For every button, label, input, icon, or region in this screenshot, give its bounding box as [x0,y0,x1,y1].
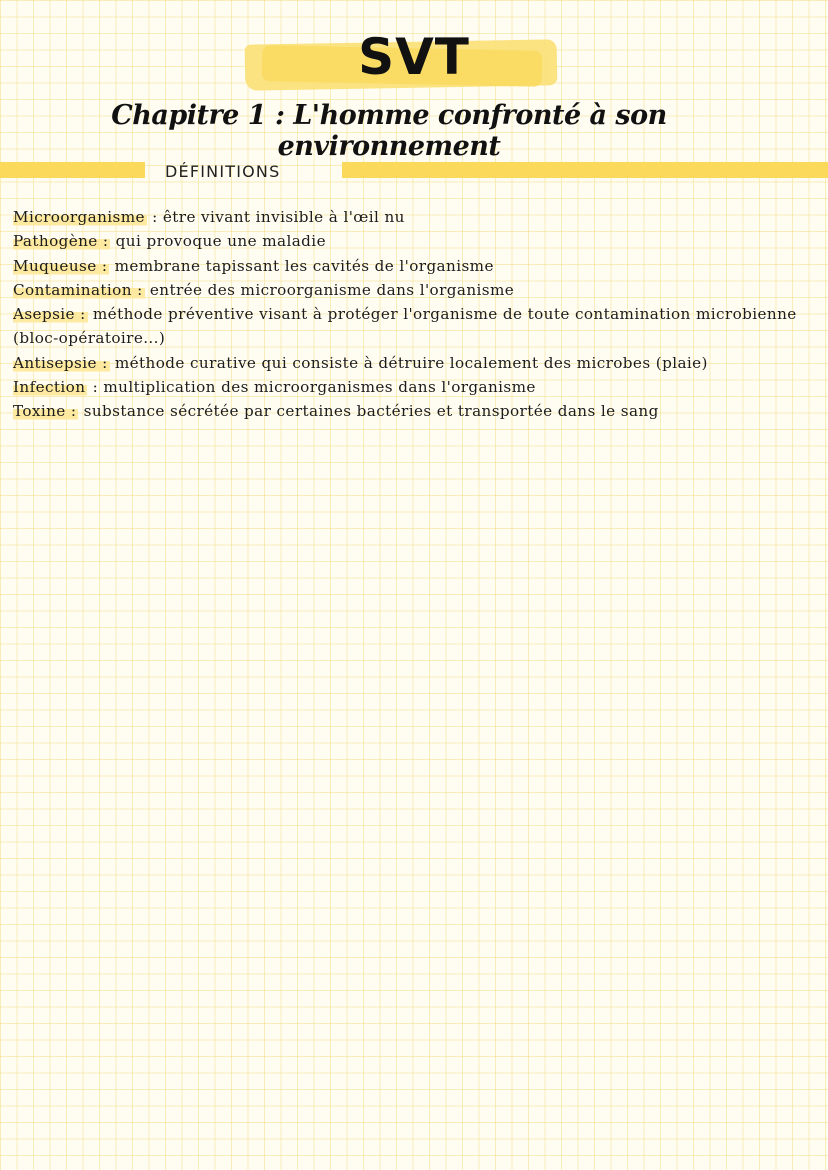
definition-term: Asepsie : [13,305,86,324]
title-block [0,0,828,100]
section-bar-left [0,162,145,178]
definition-text: qui provoque une maladie [110,232,326,251]
definition-item [13,302,819,351]
definition-text: substance sécrétée par certaines bactéries et transportée dans le sang [78,402,659,421]
definition-term: Infection [13,378,86,397]
definition-term: Toxine : [13,402,77,421]
definition-text: méthode curative qui consiste à détruire localement des microbes (plaie) [109,353,708,372]
definition-term: Contamination : [13,280,143,299]
definitions-list [13,205,819,424]
definition-term: Pathogène : [13,232,109,251]
chapter-title: Chapitre 1 : L'homme confronté à son environnement [111,100,667,162]
definition-text: méthode préventive visant à protéger l'organisme de toute contamination microbienne (bloc-opératoire...) [13,305,797,348]
section-bar-right [342,162,828,178]
definition-text: : multiplication des microorganismes dans l'organisme [87,378,536,397]
definition-text: : être vivant invisible à l'œil nu [146,208,405,226]
definition-term: Antisepsie : [13,353,108,372]
definition-term: Microorganisme [13,208,145,226]
section-title: DÉFINITIONS [165,162,281,181]
definition-item [13,254,819,278]
definition-item [13,399,819,423]
definition-text: membrane tapissant les cavités de l'organisme [109,256,494,275]
definition-term: Muqueuse : [13,256,108,275]
definition-item [13,278,819,302]
definition-item [13,229,819,253]
page-title: SVT [358,28,470,86]
definition-text: entrée des microorganisme dans l'organisme [144,280,515,299]
definition-item [13,205,819,229]
definition-item [13,351,819,375]
definition-item [13,375,819,399]
